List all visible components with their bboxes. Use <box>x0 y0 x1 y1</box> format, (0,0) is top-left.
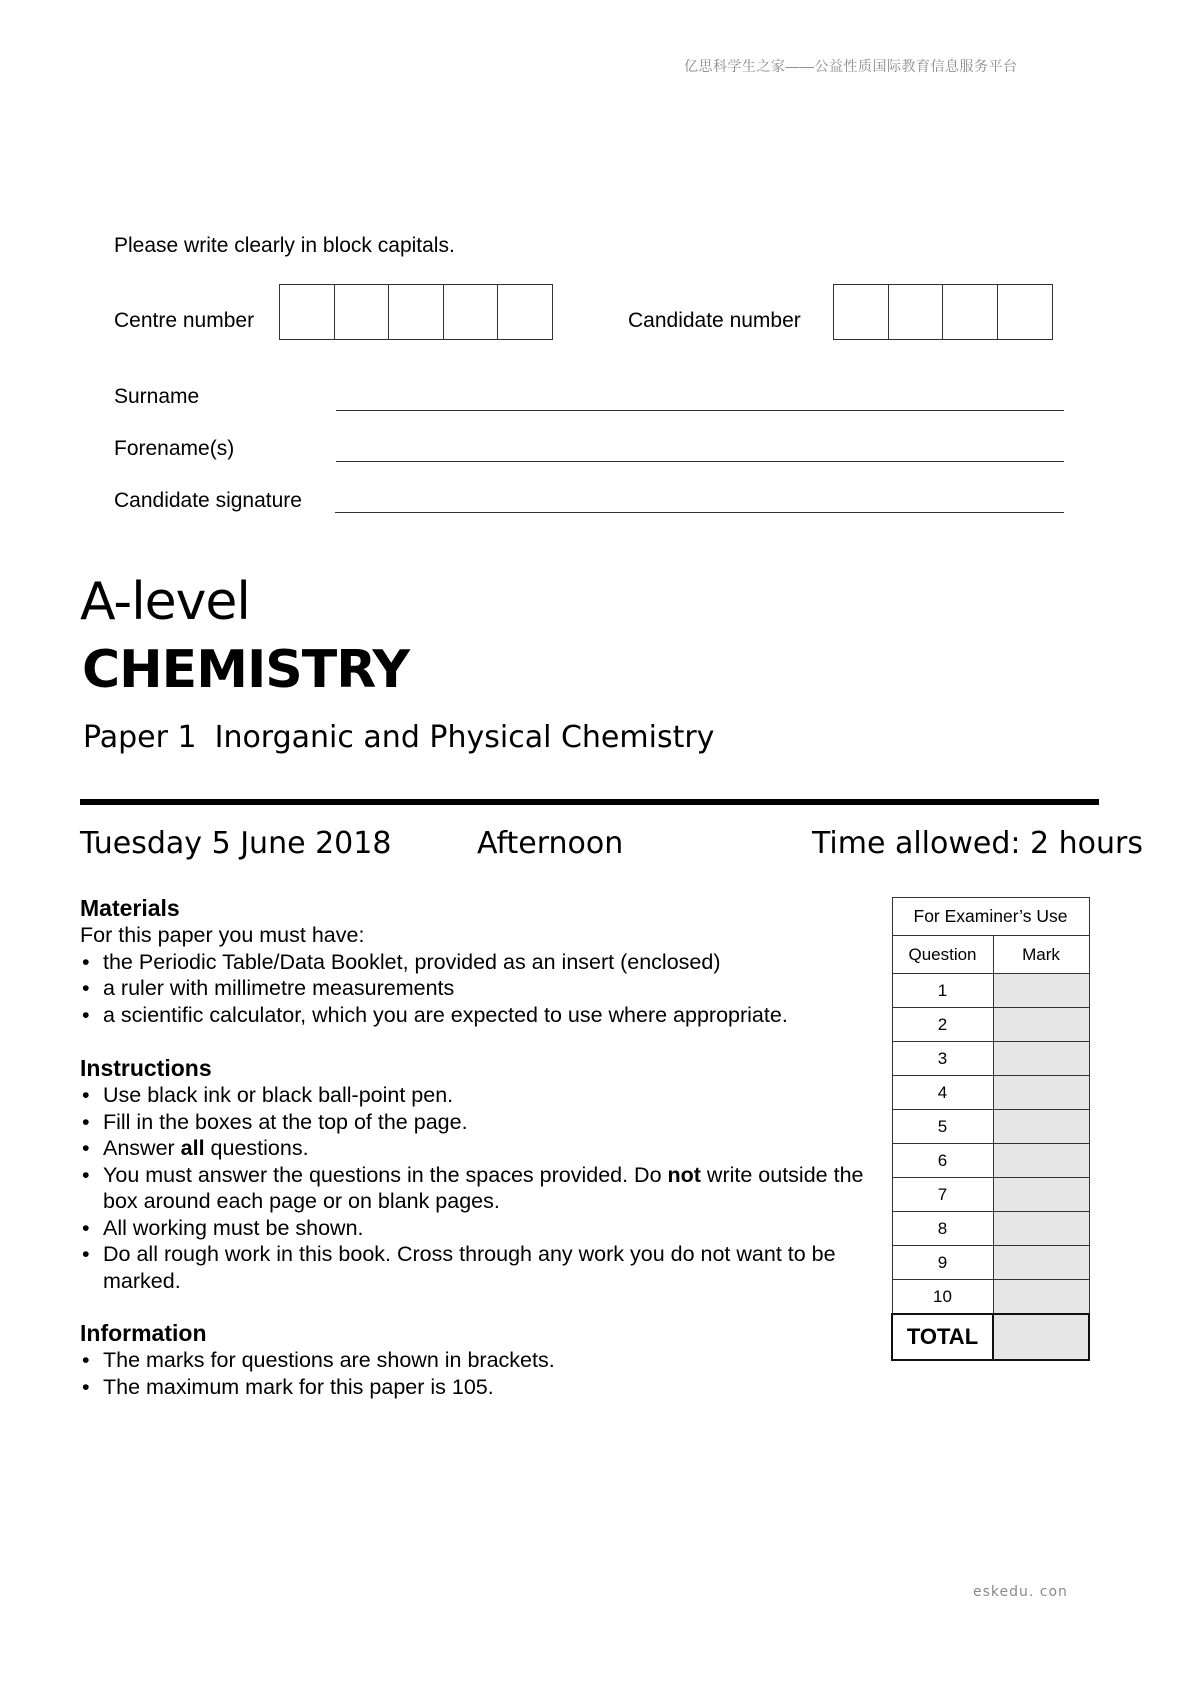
exam-session: Afternoon <box>477 826 624 861</box>
candidate-number-boxes <box>833 284 1053 340</box>
centre-number-box[interactable] <box>334 284 390 340</box>
question-number: 6 <box>892 1144 993 1178</box>
table-row <box>892 1110 1089 1144</box>
mark-cell[interactable] <box>993 1144 1089 1178</box>
centre-number-box[interactable] <box>497 284 553 340</box>
materials-intro: For this paper you must have: <box>80 923 365 947</box>
mark-cell[interactable] <box>993 1008 1089 1042</box>
mark-cell[interactable] <box>993 1110 1089 1144</box>
form-prompt: Please write clearly in block capitals. <box>114 234 455 257</box>
table-row <box>892 1212 1089 1246</box>
list-item: • Answer all questions. <box>80 1135 880 1162</box>
exam-date: Tuesday 5 June 2018 <box>80 826 392 861</box>
list-item: • The marks for questions are shown in brackets. <box>80 1347 880 1374</box>
list-item: • All working must be shown. <box>80 1215 880 1242</box>
candidate-number-box[interactable] <box>997 284 1053 340</box>
table-row <box>892 1076 1089 1110</box>
qualification-level: A-level <box>80 572 250 632</box>
materials-heading: Materials <box>80 895 180 921</box>
footer-watermark: eskedu. con <box>973 1584 1068 1600</box>
mark-cell[interactable] <box>993 1212 1089 1246</box>
question-number: 8 <box>892 1212 993 1246</box>
subject-title: CHEMISTRY <box>82 640 410 700</box>
question-number: 1 <box>892 974 993 1008</box>
table-row <box>892 1144 1089 1178</box>
list-item: • a scientific calculator, which you are expected to use where appropriate. <box>80 1002 880 1029</box>
table-row <box>892 1280 1089 1315</box>
mark-cell[interactable] <box>993 1076 1089 1110</box>
candidate-number-box[interactable] <box>888 284 944 340</box>
total-row <box>892 1314 1089 1360</box>
question-number: 4 <box>892 1076 993 1110</box>
list-item: • Fill in the boxes at the top of the page. <box>80 1109 880 1136</box>
mark-cell[interactable] <box>993 1280 1089 1315</box>
list-item: • the Periodic Table/Data Booklet, provided as an insert (enclosed) <box>80 949 880 976</box>
table-row <box>892 974 1089 1008</box>
mark-column-header: Mark <box>993 936 1089 974</box>
signature-line[interactable] <box>335 512 1064 513</box>
forename-line[interactable] <box>336 461 1064 462</box>
total-mark-cell[interactable] <box>993 1314 1089 1360</box>
table-row <box>892 1246 1089 1280</box>
centre-number-box[interactable] <box>388 284 444 340</box>
candidate-number-box[interactable] <box>833 284 889 340</box>
table-row <box>892 1042 1089 1076</box>
header-watermark: 亿思科学生之家——公益性质国际教育信息服务平台 <box>684 58 1018 74</box>
centre-number-box[interactable] <box>279 284 335 340</box>
title-divider <box>80 799 1099 805</box>
question-number: 9 <box>892 1246 993 1280</box>
question-column-header: Question <box>892 936 993 974</box>
candidate-number-box[interactable] <box>942 284 998 340</box>
time-allowed: Time allowed: 2 hours <box>812 826 1144 861</box>
information-section <box>80 1320 880 1400</box>
question-number: 3 <box>892 1042 993 1076</box>
mark-cell[interactable] <box>993 1042 1089 1076</box>
instructions-heading: Instructions <box>80 1055 212 1081</box>
list-item: • Use black ink or black ball-point pen. <box>80 1082 880 1109</box>
question-number: 5 <box>892 1110 993 1144</box>
centre-number-boxes <box>279 284 553 340</box>
examiner-use-table <box>891 897 1090 1361</box>
list-item: • The maximum mark for this paper is 105. <box>80 1374 880 1401</box>
surname-label: Surname <box>114 385 200 408</box>
candidate-number-label: Candidate number <box>628 309 801 332</box>
table-row <box>892 1008 1089 1042</box>
surname-line[interactable] <box>336 410 1064 411</box>
question-number: 7 <box>892 1178 993 1212</box>
forename-label: Forename(s) <box>114 437 235 460</box>
question-number: 10 <box>892 1280 993 1315</box>
table-row <box>892 1178 1089 1212</box>
question-number: 2 <box>892 1008 993 1042</box>
mark-cell[interactable] <box>993 1178 1089 1212</box>
materials-section <box>80 895 880 1028</box>
instructions-section <box>80 1055 880 1294</box>
total-label: TOTAL <box>892 1314 993 1360</box>
list-item: • a ruler with millimetre measurements <box>80 975 880 1002</box>
list-item: • You must answer the questions in the spaces provided. Do not write outside the box around each page or on blank pages. <box>80 1162 880 1215</box>
paper-title <box>83 720 714 755</box>
centre-number-box[interactable] <box>443 284 499 340</box>
list-item: • Do all rough work in this book. Cross through any work you do not want to be marked. <box>80 1241 880 1294</box>
paper-name: Inorganic and Physical Chemistry <box>214 720 715 755</box>
examiner-table-title: For Examiner’s Use <box>892 898 1089 936</box>
mark-cell[interactable] <box>993 974 1089 1008</box>
centre-number-label: Centre number <box>114 309 255 332</box>
signature-label: Candidate signature <box>114 489 302 512</box>
mark-cell[interactable] <box>993 1246 1089 1280</box>
paper-number: Paper 1 <box>83 720 197 755</box>
information-heading: Information <box>80 1320 207 1346</box>
